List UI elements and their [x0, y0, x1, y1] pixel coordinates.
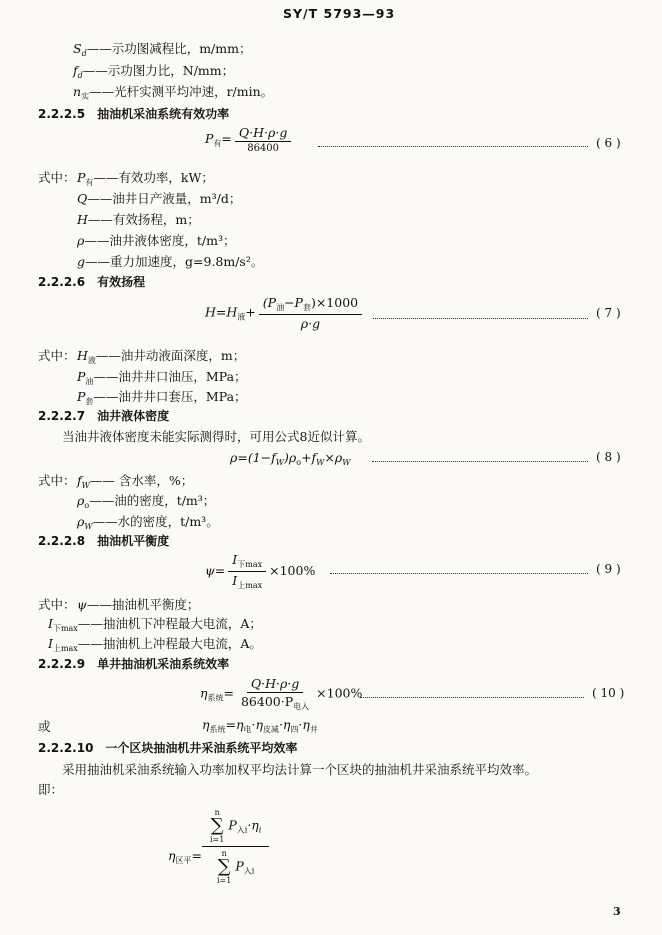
definition-item: ψ——抽油机平衡度； [77, 597, 200, 612]
section-intro: 当油井液体密度未能实际测得时，可用公式8近似计算。 [62, 429, 370, 444]
equation-number: ( 9 ) [596, 562, 621, 576]
page-number: 3 [613, 905, 621, 918]
definition-item: g——重力加速度，g=9.8m/s²。 [77, 254, 264, 269]
dot-leader [360, 697, 584, 698]
definition-item: $I_{上max}——$抽油机上冲程最大电流，A。 [48, 636, 262, 653]
formula-8: $\rho=(1-f_W)\rho_o+f_W\times\rho_W$ [230, 450, 351, 467]
equation-number: ( 8 ) [596, 450, 621, 464]
section-title: 2.2.2.6 有效扬程 [38, 275, 146, 289]
section-title: 2.2.2.5 抽油机采油系统有效功率 [38, 107, 230, 121]
definition-item: $P_套——$油井井口套压，MPa； [77, 389, 247, 406]
section-title: 2.2.2.10 一个区块抽油机井采油系统平均效率 [38, 741, 298, 755]
definition-item: $\rho_o——$油的密度，t/m³； [77, 493, 216, 510]
definition-item: $H_液——$油井动液面深度，m； [77, 348, 246, 365]
formula-7: $H=H_液+$ $\frac{(P_油-P_套)\times 1000}{\rho\cdot g}$ [205, 295, 365, 331]
definition-item: $f_W——$ 含水率，%； [77, 473, 194, 490]
dot-leader [330, 573, 588, 574]
dot-leader [372, 461, 588, 462]
dot-leader [318, 146, 588, 147]
section-title: 2.2.2.9 单井抽油机采油系统效率 [38, 657, 230, 671]
formula-6: $P_有=$ $\frac{Q\cdot H\cdot\rho\cdot g}{86400}$ [205, 125, 294, 154]
definition-item: $P_油——$油井井口油压，MPa； [77, 369, 247, 386]
definition-item: $P_有——$有效功率，kW； [77, 170, 214, 187]
section-title: 2.2.2.7 油井液体密度 [38, 409, 170, 423]
definition-item: $S_d——$示功图减程比，m/mm； [73, 41, 252, 58]
definition-lead: 式中： [38, 170, 76, 185]
section-intro: 采用抽油机采油系统输入功率加权平均法计算一个区块的抽油机井采油系统平均效率。 [62, 762, 538, 777]
definition-item: H——有效扬程，m； [77, 212, 200, 227]
definition-lead: 式中： [38, 597, 76, 612]
page-header: SY/T 5793—93 [283, 6, 396, 21]
definition-lead: 式中： [38, 473, 76, 488]
definition-item: $\rho_W——$水的密度，t/m³。 [77, 514, 219, 531]
equation-number: ( 10 ) [592, 686, 625, 700]
formula-10-alt: $\eta_{系统}=\eta_电\cdot\eta_{皮减}\cdot\eta_四\cdot\eta_井$ [202, 717, 318, 734]
equation-number: ( 6 ) [596, 136, 621, 150]
definition-item: Q——油井日产液量，m³/d； [77, 191, 242, 206]
definition-item: ρ——油井液体密度，t/m³； [77, 233, 236, 248]
section-title: 2.2.2.8 抽油机平衡度 [38, 534, 170, 548]
formula-block-average: $\eta_{区平}=$ n ∑ i=1 $P_{入i}\cdot\eta_i$ n ∑ i=1 $P_{入i}$ [168, 808, 272, 885]
definition-item: $I_{下max}——$抽油机下冲程最大电流，A； [48, 616, 262, 633]
formula-lead: 即： [38, 782, 64, 797]
equation-number: ( 7 ) [596, 306, 621, 320]
definition-lead: 式中： [38, 348, 76, 363]
definition-item: $n_实——$光杆实测平均冲速，r/min。 [73, 84, 274, 101]
formula-10: $\eta_{系统}=$ $\frac{Q\cdot H\cdot\rho\cdot g}{86400\cdot P_{电入}}$ ×100% [200, 676, 363, 711]
formula-9: ψ= $\frac{I_{下max}}{I_{上max}}$ ×100% [205, 552, 316, 590]
dot-leader [373, 318, 588, 319]
definition-item: $f_d——$示功图力比，N/mm； [73, 63, 235, 80]
or-lead: 或 [38, 719, 51, 734]
